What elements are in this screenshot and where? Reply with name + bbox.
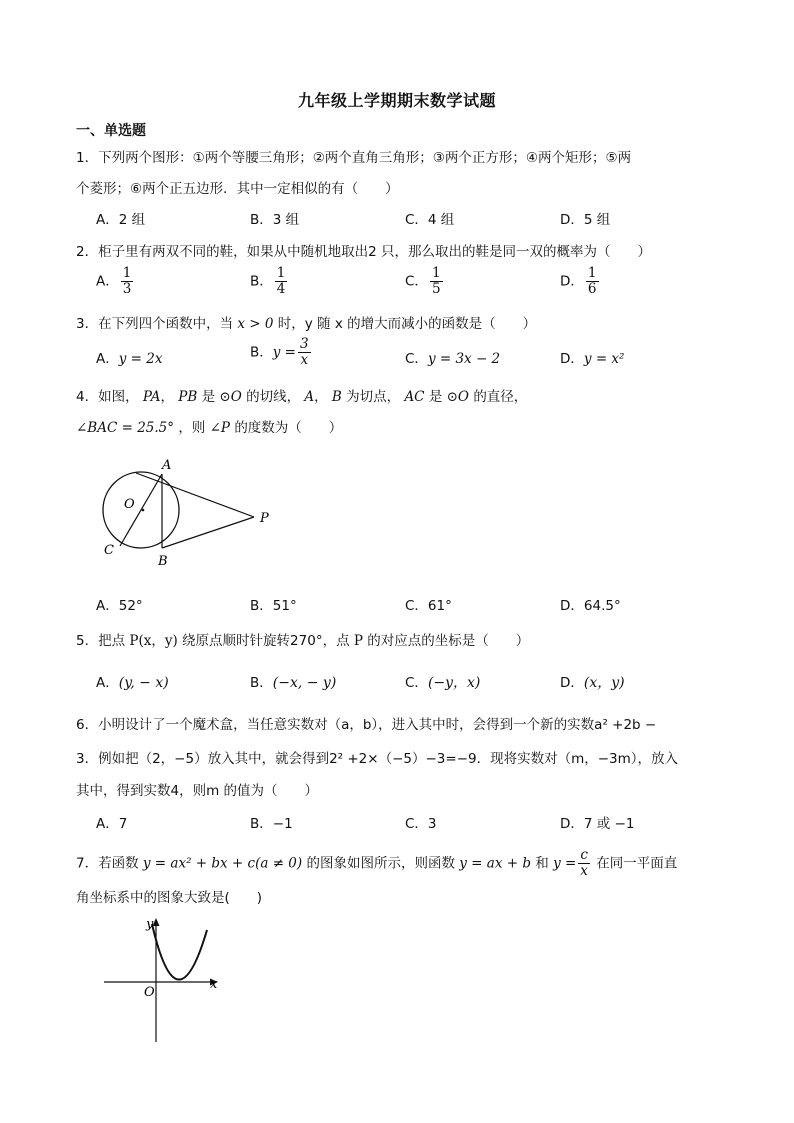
q1-option-a: A．2 组 — [96, 212, 146, 228]
q4-text: ， — [160, 389, 174, 405]
section-heading: 一、单选题 — [76, 123, 146, 139]
numerator: 1 — [431, 265, 441, 281]
q6-option-a: A．7 — [96, 816, 128, 832]
q3-option-d — [560, 347, 624, 367]
q5-option-a-expr: (y, − x) — [118, 675, 169, 691]
q6-line-1: 6．小明设计了一个魔术盒，当任意实数对（a，b），进入其中时，会得到一个新的实数a² +2b − — [76, 717, 657, 733]
denominator: x — [580, 863, 588, 879]
q3-option-d-expr: y = x² — [583, 351, 625, 367]
label-b: B — [158, 554, 168, 569]
q3-option-b — [250, 337, 313, 368]
q4-option-d: D．64.5° — [560, 598, 621, 614]
q2-option-a-label: A． — [96, 273, 119, 290]
q6-option-c: C．3 — [405, 816, 437, 832]
q3-option-a-expr: y = 2x — [118, 351, 163, 367]
q4-math-a: A — [304, 389, 315, 405]
q3-stem-a: 3．在下列四个函数中，当 — [76, 316, 234, 332]
q4-circle-tangent-figure — [96, 448, 286, 573]
q3-stem — [76, 312, 536, 332]
q7-parabola-figure — [100, 912, 230, 1047]
label-origin: O — [144, 985, 155, 1000]
q5-option-c — [405, 671, 480, 692]
q1-option-d: D．5 组 — [560, 212, 611, 228]
numerator: 3 — [300, 336, 309, 352]
q7-func-linear: y = ax + b — [459, 855, 531, 872]
q4-text: 是 — [201, 389, 216, 405]
denominator: x — [300, 352, 309, 368]
q5-option-b — [250, 671, 336, 691]
label-y: y — [146, 917, 154, 932]
label-x: x — [210, 977, 218, 992]
q2-option-c — [405, 266, 445, 297]
q3-option-c-expr: y = 3x − 2 — [427, 351, 501, 367]
segment-pb — [162, 517, 254, 548]
q3-option-a-label: A． — [96, 351, 119, 367]
q5-option-d-label: D． — [560, 675, 584, 691]
y-axis-arrow — [153, 918, 160, 926]
q5-option-a — [96, 671, 169, 691]
q4-math-circle-o: ⊙O — [446, 389, 470, 405]
q7-line-1 — [76, 848, 677, 879]
denominator: 5 — [431, 281, 441, 297]
q6-line-3: 其中，得到实数4，则m 的值为（ ） — [76, 783, 319, 799]
q4-angle-p: ∠P — [209, 420, 231, 436]
q7-func-quadratic: y = ax² + bx + c(a ≠ 0) — [142, 855, 303, 872]
q2-option-d — [560, 266, 601, 297]
q5-option-c-expr: (−y，x) — [427, 675, 481, 691]
q5-option-d — [560, 671, 625, 692]
q5-point-p: P — [353, 633, 363, 649]
q4-text: 4．如图， — [76, 389, 139, 405]
page-title: 九年级上学期期末数学试题 — [297, 91, 496, 110]
q4-math-ac: AC — [404, 389, 425, 405]
parabola-curve — [152, 924, 207, 980]
label-o: O — [124, 497, 135, 512]
q2-option-d-fraction — [586, 266, 599, 297]
q4-text: 为切点， — [346, 389, 401, 405]
q2-option-d-label: D． — [560, 273, 584, 290]
q4-math-b: B — [331, 389, 342, 405]
q2-option-b-label: B． — [250, 273, 273, 290]
q7-stem-b: 的图象如图所示，则函数 — [306, 855, 455, 872]
q5-stem-b: 绕原点顺时针旋转270°，点 — [182, 633, 350, 649]
label-c: C — [104, 543, 114, 558]
q4-line-1 — [76, 385, 527, 405]
numerator: c — [578, 848, 590, 864]
q6-line-2: 3．例如把（2，−5）放入其中，就会得到2² +2×（−5）−3=−9．现将实数对（m，−3m），放入 — [76, 751, 679, 767]
q4-option-b: B．51° — [250, 598, 297, 614]
numerator: 1 — [122, 265, 132, 281]
q1-option-c: C．4 组 — [405, 212, 455, 228]
q3-option-b-fraction — [298, 337, 311, 368]
q4-text: 是 — [428, 389, 443, 405]
q5-point: P(x，y) — [129, 633, 178, 649]
tangent-pa — [136, 473, 254, 517]
q4-math-circle-o: ⊙O — [219, 389, 242, 405]
q4-option-a: A．52° — [96, 598, 143, 614]
q7-line-2: 角坐标系中的图象大致是( ) — [76, 890, 263, 906]
q5-option-a-label: A． — [96, 675, 119, 691]
numerator: 1 — [276, 265, 286, 281]
q3-option-b-lhs: y = — [272, 344, 296, 361]
q1-line-2: 个菱形；⑥两个正五边形．其中一定相似的有（ ） — [76, 181, 399, 197]
denominator: 4 — [276, 281, 286, 297]
q7-func-inverse-lhs: y = — [553, 855, 577, 872]
q3-option-a — [96, 347, 162, 367]
q7-stem-d: 在同一平面直 — [596, 855, 678, 872]
q7-stem-a: 7．若函数 — [76, 855, 139, 872]
q3-option-c — [405, 347, 500, 367]
q7-stem-c: 和 — [535, 855, 549, 872]
center-point — [142, 509, 145, 512]
q3-option-d-label: D． — [560, 351, 584, 367]
q4-text: ， — [314, 389, 328, 405]
q4-angle-bac: ∠BAC = 25.5° — [76, 420, 175, 436]
q6-option-b: B．−1 — [250, 816, 293, 832]
numerator: 1 — [587, 265, 597, 281]
label-a: A — [162, 458, 172, 473]
q3-stem-b: 时，y 随 x 的增大而减小的函数是（ ） — [277, 316, 537, 332]
q1-line-1: 1．下列两个图形：①两个等腰三角形；②两个直角三角形；③两个正方形；④两个矩形；⑤两 — [76, 150, 632, 166]
denominator: 3 — [122, 281, 132, 297]
q5-option-b-expr: (−x, − y) — [272, 675, 337, 691]
q4-text: 的直径， — [473, 389, 528, 405]
q5-option-b-label: B． — [250, 675, 273, 691]
q7-func-inverse-fraction — [578, 848, 590, 879]
q2-option-b-fraction — [275, 266, 288, 297]
label-p: P — [260, 511, 269, 526]
q5-option-c-label: C． — [405, 675, 428, 691]
q4-text: 的切线， — [246, 389, 301, 405]
q4-option-c: C．61° — [405, 598, 452, 614]
q6-option-d: D．7 或 −1 — [560, 816, 635, 832]
q3-condition: x > 0 — [237, 316, 274, 332]
q2-option-a-fraction — [121, 266, 134, 297]
q4-text: 的度数为（ ） — [234, 420, 343, 436]
denominator: 6 — [587, 281, 597, 297]
q2-option-c-fraction — [430, 266, 443, 297]
q4-math-pa: PA — [142, 389, 161, 405]
q4-text: ，则 — [178, 420, 206, 436]
q2-option-b — [250, 266, 289, 297]
q3-option-b-label: B． — [250, 344, 273, 361]
q5-option-d-expr: (x，y) — [583, 675, 625, 691]
q5-stem-a: 5．把点 — [76, 633, 126, 649]
q4-line-2 — [76, 416, 342, 436]
q4-math-pb: PB — [178, 389, 198, 405]
q5-stem-c: 的对应点的坐标是（ ） — [367, 633, 530, 649]
q2-stem: 2．柜子里有两双不同的鞋，如果从中随机地取出2 只，那么取出的鞋是同一双的概率为（ ） — [76, 244, 651, 260]
q3-option-c-label: C． — [405, 351, 428, 367]
q2-option-a — [96, 266, 135, 297]
q1-option-b: B．3 组 — [250, 212, 300, 228]
q2-option-c-label: C． — [405, 273, 428, 290]
q5-stem — [76, 629, 529, 649]
